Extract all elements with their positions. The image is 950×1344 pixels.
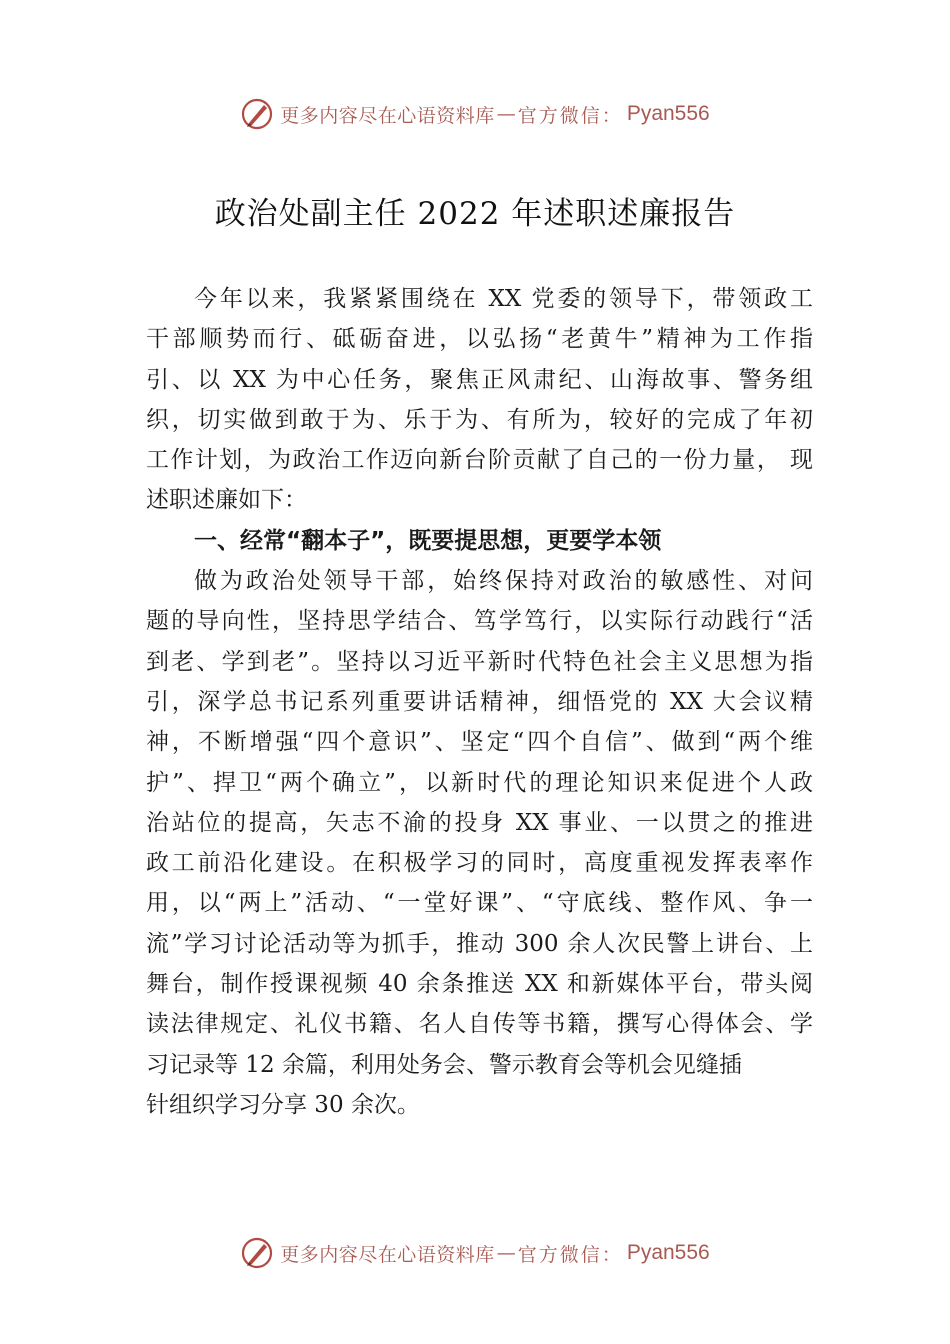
- banner-wechat-label: 官方微信: [517, 104, 602, 127]
- header-banner: [0, 94, 950, 134]
- paragraph-line: 读法律规定、礼仪书籍、名人自传等书籍，撰写心得体会、学: [146, 1011, 813, 1038]
- paragraph-line: 到老、学到老”。坚持以习近平新时代特色社会主义思想为指: [146, 648, 813, 675]
- paragraph-line: 工作计划，为政治工作迈向新台阶贡献了自己的一份力量， 现: [146, 447, 813, 474]
- banner-account: Pyan556: [626, 102, 710, 125]
- paragraph-line: 治站位的提高，矢志不渝的投身 XX 事业、一以贯之的推进: [146, 809, 813, 836]
- section-heading: 一、经常“翻本子”，既要提思想，更要学本领: [194, 527, 662, 554]
- paragraph-line: 神，不断增强“四个意识”、坚定“四个自信”、做到“两个维: [146, 729, 813, 756]
- banner-dash: —: [496, 1242, 516, 1264]
- paragraph-line: 今年以来，我紧紧围绕在 XX 党委的领导下，带领政工: [194, 286, 813, 312]
- footer-banner: [0, 1233, 950, 1273]
- pen-logo-icon: [240, 97, 274, 131]
- paragraph-line: 政工前沿化建设。在积极学习的同时，高度重视发挥表率作: [146, 850, 813, 877]
- document-title: 政治处副主任 2022 年述职述廉报告: [214, 196, 736, 232]
- paragraph-line: 干部顺势而行、砥砺奋进，以弘扬“老黄牛”精神为工作指: [146, 326, 813, 353]
- paragraph-line: 护”、捍卫“两个确立”，以新时代的理论知识来促进个人政: [146, 769, 813, 796]
- paragraph-line: 舞台，制作授课视频 40 余条推送 XX 和新媒体平台，带头阅: [146, 971, 813, 998]
- paragraph-line: 用，以“两上”活动、“一堂好课”、“守底线、整作风、争一: [146, 890, 813, 917]
- pen-logo-icon: [240, 1236, 274, 1270]
- banner-colon: ：: [601, 104, 621, 127]
- banner-library-text: 更多内容尽在心语资料库: [280, 104, 495, 127]
- paragraph-line: 引、以 XX 为中心任务，聚焦正风肃纪、山海故事、警务组: [146, 366, 813, 393]
- paragraph-line: 织，切实做到敢于为、乐于为、有所为，较好的完成了年初: [146, 406, 813, 433]
- banner-account: Pyan556: [626, 1241, 710, 1264]
- banner-library-text: 更多内容尽在心语资料库: [280, 1243, 495, 1266]
- paragraph-line: 习记录等 12 余篇，利用处务会、警示教育会等机会见缝插: [146, 1051, 742, 1078]
- paragraph-line: 针组织学习分享 30 余次。: [146, 1091, 420, 1118]
- banner-wechat-label: 官方微信: [517, 1243, 602, 1266]
- paragraph-line: 引，深学总书记系列重要讲话精神，细悟党的 XX 大会议精: [146, 688, 813, 715]
- banner-dash: —: [496, 103, 516, 125]
- paragraph-line: 流”学习讨论活动等为抓手，推动 300 余人次民警上讲台、上: [146, 930, 813, 957]
- paragraph-line: 题的导向性，坚持思学结合、笃学笃行，以实际行动践行“活: [146, 608, 813, 635]
- paragraph-line: 做为政治处领导干部，始终保持对政治的敏感性、对问: [194, 568, 813, 595]
- document-body: [146, 279, 813, 1125]
- banner-colon: ：: [601, 1243, 621, 1266]
- paragraph-line: 述职述廉如下：: [146, 487, 307, 514]
